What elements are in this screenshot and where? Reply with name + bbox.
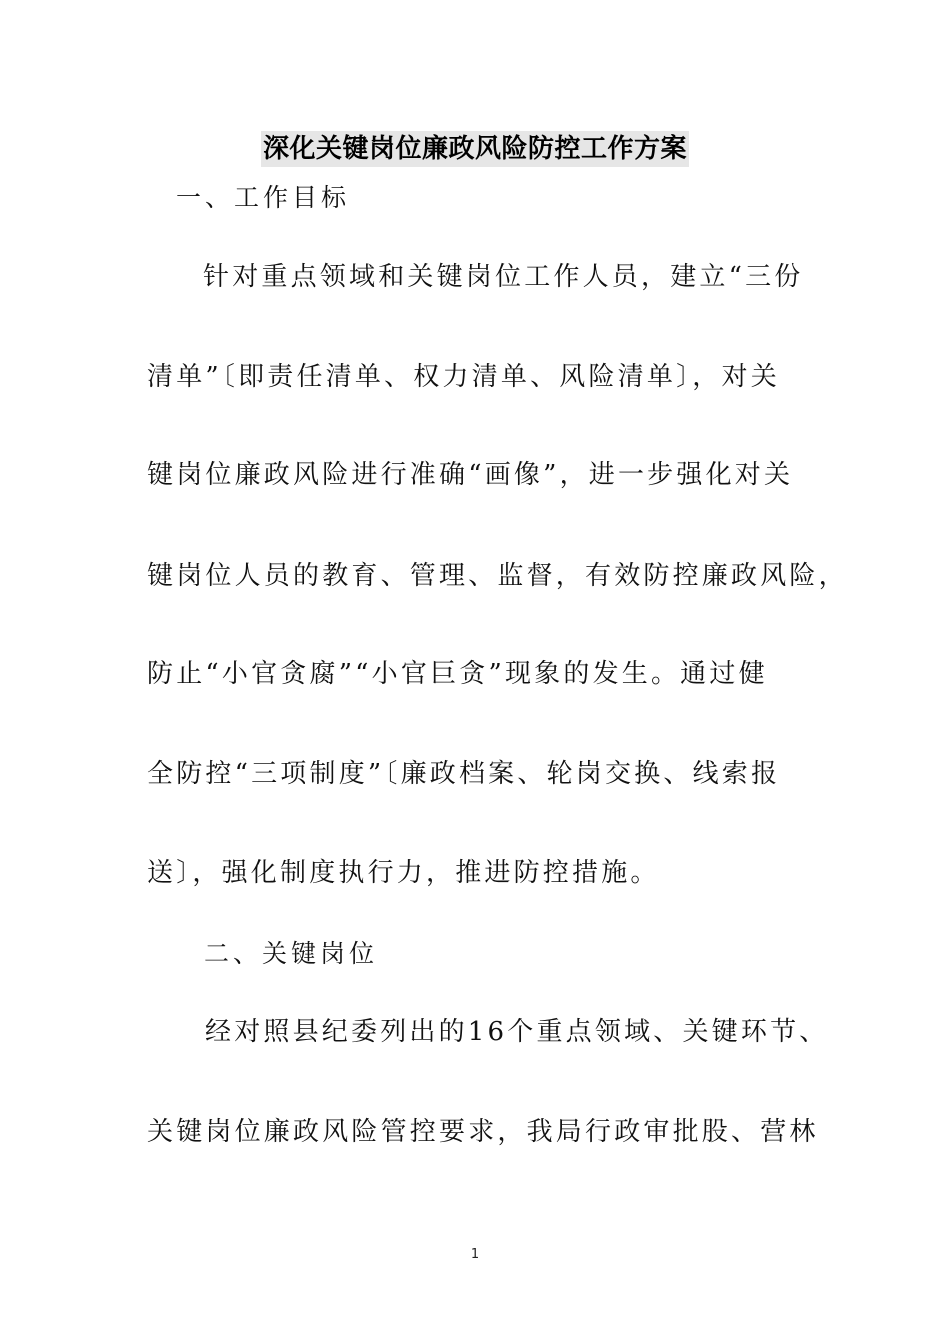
paragraph-line: 键岗位廉政风险进行准确“画像”，进一步强化对关 bbox=[147, 460, 794, 490]
section-heading-key-positions: 二、关键岗位 bbox=[204, 939, 379, 968]
paragraph-line: 关键岗位廉政风险管控要求，我局行政审批股、营林 bbox=[147, 1117, 819, 1147]
paragraph-line: 键岗位人员的教育、管理、监督，有效防控廉政风险， bbox=[147, 561, 848, 591]
title-container bbox=[0, 131, 950, 167]
paragraph-line: 经对照县纪委列出的16个重点领域、关键环节、 bbox=[205, 1017, 829, 1047]
paragraph-line: 针对重点领域和关键岗位工作人员，建立“三份 bbox=[203, 262, 804, 292]
document-title: 深化关键岗位廉政风险防控工作方案 bbox=[261, 131, 689, 167]
paragraph-line: 全防控“三项制度”〔廉政档案、轮岗交换、线索报 bbox=[147, 759, 781, 789]
section-heading-goals: 一、工作目标 bbox=[176, 183, 351, 212]
page-number: 1 bbox=[470, 1247, 480, 1262]
paragraph-line: 送〕，强化制度执行力，推进防控措施。 bbox=[147, 858, 660, 888]
paragraph-line: 清单”〔即责任清单、权力清单、风险清单〕，对关 bbox=[147, 362, 780, 392]
paragraph-line: 防止“小官贪腐”“小官巨贪”现象的发生。通过健 bbox=[147, 659, 768, 689]
